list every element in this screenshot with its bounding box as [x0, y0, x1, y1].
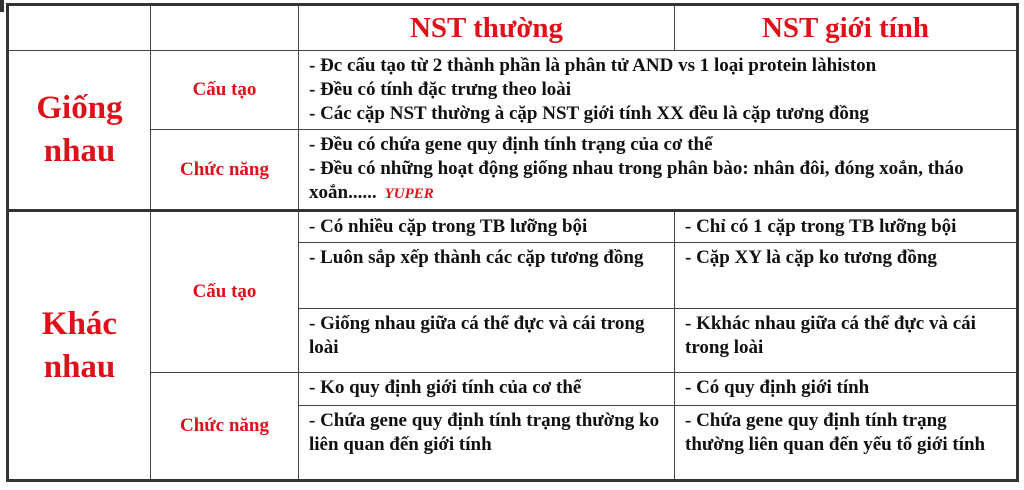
diff-structure-normal-cell: - Giống nhau giữa cá thể đực và cái trong loài: [299, 309, 675, 373]
similar-structure-line: - Đc cấu tạo từ 2 thành phần là phân tử AND vs 1 loại protein làhiston: [309, 55, 877, 76]
diff-function-normal-cell: - Chứa gene quy định tính trạng thường ko liên quan đến giới tính: [299, 406, 675, 481]
header-row: [8, 5, 1018, 51]
corner-mark: [0, 0, 4, 12]
empty-label-cell: [151, 5, 299, 51]
diff-structure-sex-cell: - Chỉ có 1 cặp trong TB lưỡng bội: [675, 211, 1018, 243]
diff-function-row-1: [8, 373, 1018, 406]
similar-structure-line: - Đều có tính đặc trưng theo loài: [309, 79, 572, 100]
diff-function-normal-cell: - Ko quy định giới tính của cơ thể: [299, 373, 675, 406]
similar-function-line: [309, 157, 1010, 206]
similar-function-row: [8, 130, 1018, 211]
similar-structure-content: [299, 51, 1018, 130]
similar-structure-row: [8, 51, 1018, 130]
diff-structure-normal-cell: - Luôn sắp xếp thành các cặp tương đồng: [299, 243, 675, 309]
header-nst-gioi-tinh: NST giới tính: [675, 5, 1018, 51]
similar-section-title: Giống nhau: [8, 51, 151, 211]
similar-structure-label: Cấu tạo: [151, 51, 299, 130]
comparison-table: [6, 3, 1019, 482]
diff-structure-sex-cell: - Kkhác nhau giữa cá thể đực và cái trong loài: [675, 309, 1018, 373]
diff-structure-row-1: [8, 211, 1018, 243]
header-nst-thuong: NST thường: [299, 5, 675, 51]
similar-structure-line: - Các cặp NST thường à cặp NST giới tính XX đều là cặp tương đồng: [309, 103, 869, 124]
different-function-label: Chức năng: [151, 373, 299, 481]
empty-corner-cell: [8, 5, 151, 51]
diff-structure-sex-cell: - Cặp XY là cặp ko tương đồng: [675, 243, 1018, 309]
yuper-watermark: YUPER: [384, 186, 434, 202]
diff-structure-normal-cell: - Có nhiều cặp trong TB lưỡng bội: [299, 211, 675, 243]
diff-function-sex-cell: - Chứa gene quy định tính trạng thường liên quan đến yếu tố giới tính: [675, 406, 1018, 481]
similar-function-line-text: - Đều có những hoạt động giống nhau trong phân bào: nhân đôi, đóng xoắn, tháo xoắn......: [309, 158, 964, 203]
different-structure-label: Cấu tạo: [151, 211, 299, 373]
diff-function-sex-cell: - Có quy định giới tính: [675, 373, 1018, 406]
different-section-title: Khác nhau: [8, 211, 151, 481]
similar-function-line: - Đều có chứa gene quy định tính trạng của cơ thể: [309, 134, 713, 155]
similar-function-content: [299, 130, 1018, 211]
similar-function-label: Chức năng: [151, 130, 299, 211]
